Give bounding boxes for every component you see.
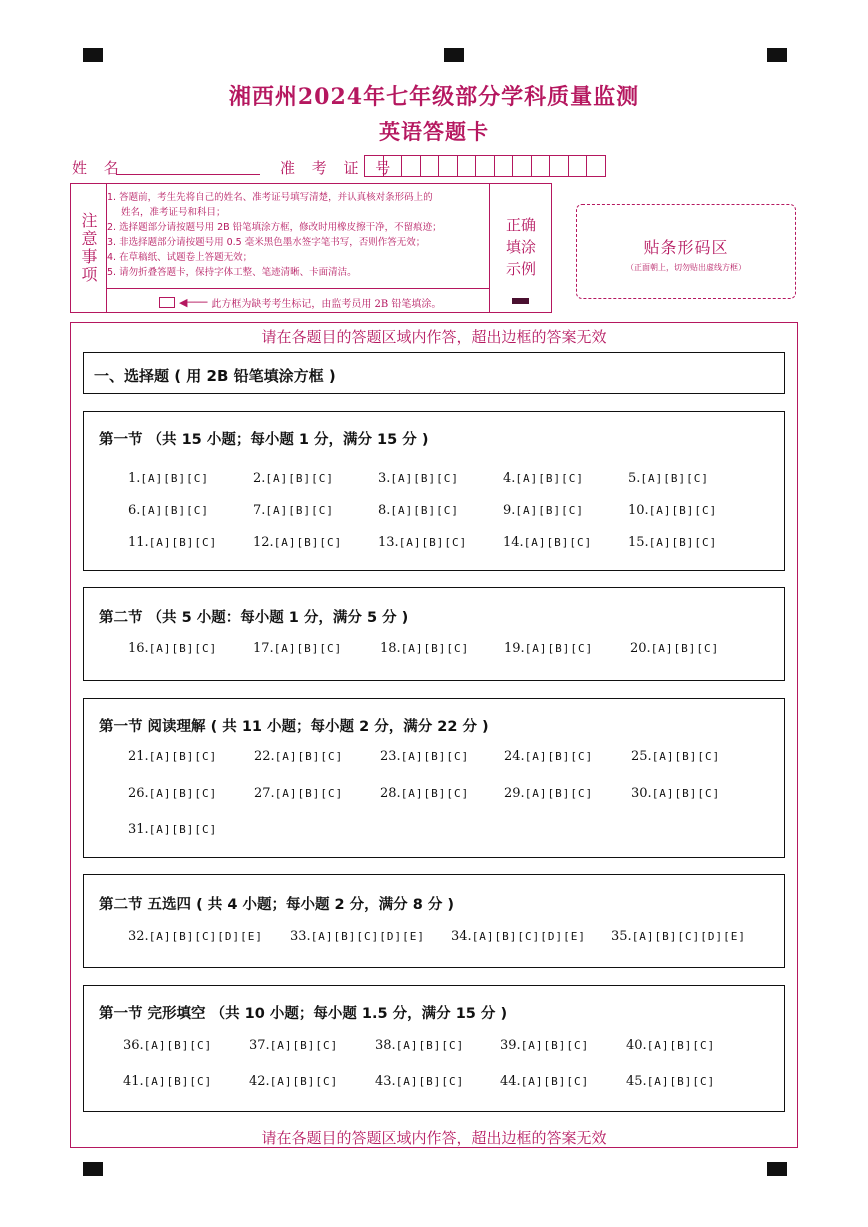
exam-id-digit-box[interactable] xyxy=(512,155,532,177)
question-number: 2. xyxy=(253,471,266,486)
question-number: 41. xyxy=(123,1074,144,1089)
question-number: 6. xyxy=(128,503,141,518)
question-number: 13. xyxy=(378,535,399,550)
question-number: 3. xyxy=(378,471,391,486)
exam-id-digit-box[interactable] xyxy=(586,155,606,177)
question-number: 42. xyxy=(249,1074,270,1089)
answer-options[interactable]: [A][B][C] xyxy=(646,1075,716,1088)
notice-line: 姓名，准考证号和科目； xyxy=(121,207,226,218)
section-title: 第二节 （共 5 小题：每小题 1 分，满分 5 分 ) xyxy=(99,610,409,626)
exam-id-digit-box[interactable] xyxy=(568,155,588,177)
answer-section xyxy=(83,587,785,681)
question-number: 20. xyxy=(630,641,651,656)
answer-options[interactable]: [A][B][C] xyxy=(640,472,710,485)
answer-section xyxy=(83,985,785,1112)
question-item[interactable] xyxy=(375,1074,464,1089)
exam-id-digit-box[interactable] xyxy=(457,155,477,177)
answer-options[interactable]: [A][B][C] xyxy=(269,1075,339,1088)
answer-options[interactable]: [A][B][C] xyxy=(390,472,460,485)
barcode-note: （正面朝上，切勿贴出虚线方框） xyxy=(626,263,746,272)
question-number: 9. xyxy=(503,503,516,518)
question-item[interactable] xyxy=(128,749,217,764)
notice-line: 3. 非选择题部分请按题号用 0.5 毫米黑色墨水签字笔书写，否则作答无效； xyxy=(107,237,426,248)
part-one-title: 一、选择题 ( 用 2B 铅笔填涂方框 ) xyxy=(94,367,336,385)
question-number: 39. xyxy=(500,1038,521,1053)
answer-options[interactable]: [A][B][C] xyxy=(390,504,460,517)
exam-id-digit-box[interactable] xyxy=(401,155,421,177)
answer-options[interactable]: [A][B][C] xyxy=(274,750,344,763)
exam-id-digit-box[interactable] xyxy=(531,155,551,177)
notice-line: 2. 选择题部分请按题号用 2B 铅笔填涂方框，修改时用橡皮擦干净，不留痕迹； xyxy=(107,222,442,233)
divider xyxy=(107,288,489,289)
exam-id-digit-box[interactable] xyxy=(494,155,514,177)
question-number: 36. xyxy=(123,1038,144,1053)
question-item[interactable] xyxy=(500,1074,589,1089)
question-number: 10. xyxy=(628,503,649,518)
answer-options[interactable]: [A][B][C][D][E] xyxy=(631,930,747,943)
answer-options[interactable]: [A][B][C][D][E] xyxy=(310,930,426,943)
filled-mark-sample xyxy=(512,298,529,304)
exam-id-digit-box[interactable] xyxy=(475,155,495,177)
answer-options[interactable]: [A][B][C] xyxy=(400,787,470,800)
answer-options[interactable]: [A][B][C] xyxy=(273,536,343,549)
question-item[interactable] xyxy=(249,1074,338,1089)
question-number: 35. xyxy=(611,929,632,944)
question-item[interactable] xyxy=(628,535,717,550)
answer-options[interactable]: [A][B][C] xyxy=(395,1075,465,1088)
answer-options[interactable]: [A][B][C] xyxy=(400,750,470,763)
question-number: 14. xyxy=(503,535,524,550)
answer-options[interactable]: [A][B][C] xyxy=(520,1039,590,1052)
section-title: 第二节 五选四 ( 共 4 小题；每小题 2 分，满分 8 分 ) xyxy=(99,897,455,913)
question-number: 26. xyxy=(128,786,149,801)
question-item[interactable] xyxy=(253,535,342,550)
notice-text xyxy=(107,190,487,280)
absent-flag xyxy=(159,295,441,310)
answer-options[interactable]: [A][B][C] xyxy=(148,642,218,655)
question-number: 5. xyxy=(628,471,641,486)
question-item[interactable] xyxy=(504,641,593,656)
question-item[interactable] xyxy=(504,786,593,801)
barcode-area xyxy=(576,204,796,299)
question-number: 18. xyxy=(380,641,401,656)
question-item[interactable] xyxy=(249,1038,338,1053)
question-number: 12. xyxy=(253,535,274,550)
question-number: 30. xyxy=(631,786,652,801)
question-number: 33. xyxy=(290,929,311,944)
answer-options[interactable]: [A][B][C] xyxy=(148,750,218,763)
answer-section xyxy=(83,698,785,858)
question-number: 8. xyxy=(378,503,391,518)
registration-mark xyxy=(767,1162,787,1176)
question-number: 16. xyxy=(128,641,149,656)
exam-id-boxes[interactable] xyxy=(365,155,606,177)
question-number: 34. xyxy=(451,929,472,944)
answer-options[interactable]: [A][B][C] xyxy=(265,504,335,517)
answer-warning-bottom: 请在各题目的答题区域内作答，超出边框的答案无效 xyxy=(261,1129,607,1147)
absent-flag-text: 此方框为缺考考生标记，由监考员用 2B 铅笔填涂。 xyxy=(211,299,442,310)
question-item[interactable] xyxy=(375,1038,464,1053)
question-item[interactable] xyxy=(500,1038,589,1053)
page-subtitle: 英语答题卡 xyxy=(379,119,489,144)
name-label: 姓 名 xyxy=(72,159,125,177)
question-number: 32. xyxy=(128,929,149,944)
answer-options[interactable]: [A][B][C] xyxy=(398,536,468,549)
arrow-left-icon: ◀─── xyxy=(179,296,208,309)
answer-options[interactable]: [A][B][C] xyxy=(395,1039,465,1052)
exam-id-digit-box[interactable] xyxy=(364,155,384,177)
question-item[interactable] xyxy=(128,471,209,486)
question-number: 44. xyxy=(500,1074,521,1089)
question-number: 29. xyxy=(504,786,525,801)
answer-options[interactable]: [A][B][C] xyxy=(651,750,721,763)
question-item[interactable] xyxy=(503,503,584,518)
question-number: 19. xyxy=(504,641,525,656)
answer-options[interactable]: [A][B][C] xyxy=(648,536,718,549)
question-item[interactable] xyxy=(128,503,209,518)
question-number: 4. xyxy=(503,471,516,486)
notice-line: 5. 请勿折叠答题卡，保持字体工整、笔迹清晰、卡面清洁。 xyxy=(107,267,357,278)
registration-mark xyxy=(444,48,464,62)
answer-options[interactable]: [A][B][C] xyxy=(515,472,585,485)
question-item[interactable] xyxy=(503,471,584,486)
registration-mark xyxy=(83,48,103,62)
exam-id-digit-box[interactable] xyxy=(438,155,458,177)
section-title: 第一节 阅读理解 ( 共 11 小题；每小题 2 分，满分 22 分 ) xyxy=(99,719,489,735)
notice-box xyxy=(70,183,552,313)
question-item[interactable] xyxy=(380,641,469,656)
answer-options[interactable]: [A][B][C] xyxy=(148,787,218,800)
section-title: 第一节 完形填空 （共 10 小题；每小题 1.5 分，满分 15 分 ) xyxy=(99,1006,508,1022)
question-item[interactable] xyxy=(253,641,342,656)
question-number: 23. xyxy=(380,749,401,764)
question-number: 38. xyxy=(375,1038,396,1053)
question-item[interactable] xyxy=(504,749,593,764)
exam-id-label: 准 考 证 号 xyxy=(280,159,397,177)
fill-example xyxy=(489,184,552,312)
question-number: 11. xyxy=(128,535,149,550)
answer-section xyxy=(83,411,785,571)
question-number: 28. xyxy=(380,786,401,801)
question-item[interactable] xyxy=(628,471,709,486)
answer-options[interactable]: [A][B][C] xyxy=(515,504,585,517)
answer-options[interactable]: [A][B][C] xyxy=(143,1039,213,1052)
answer-options[interactable]: [A][B][C] xyxy=(143,1075,213,1088)
question-number: 1. xyxy=(128,471,141,486)
question-item[interactable] xyxy=(378,503,459,518)
answer-options[interactable]: [A][B][C][D][E] xyxy=(471,930,587,943)
exam-id-digit-box[interactable] xyxy=(420,155,440,177)
absent-checkbox[interactable] xyxy=(159,297,175,308)
answer-options[interactable]: [A][B][C] xyxy=(650,642,720,655)
answer-options[interactable]: [A][B][C] xyxy=(265,472,335,485)
question-number: 25. xyxy=(631,749,652,764)
answer-options[interactable]: [A][B][C] xyxy=(273,642,343,655)
question-number: 37. xyxy=(249,1038,270,1053)
question-number: 24. xyxy=(504,749,525,764)
question-item[interactable] xyxy=(128,641,217,656)
question-item[interactable] xyxy=(611,929,746,944)
question-item[interactable] xyxy=(128,929,263,944)
question-item[interactable] xyxy=(123,1038,212,1053)
question-number: 31. xyxy=(128,822,149,837)
question-item[interactable] xyxy=(631,749,720,764)
barcode-title: 贴条形码区 xyxy=(643,238,729,257)
question-item[interactable] xyxy=(380,786,469,801)
answer-options[interactable]: [A][B][C][D][E] xyxy=(148,930,264,943)
exam-id-digit-box[interactable] xyxy=(549,155,569,177)
answer-section xyxy=(83,874,785,968)
question-item[interactable] xyxy=(378,471,459,486)
part-one-header xyxy=(83,352,785,394)
question-item[interactable] xyxy=(378,535,467,550)
question-item[interactable] xyxy=(253,503,334,518)
registration-mark xyxy=(83,1162,103,1176)
exam-id-digit-box[interactable] xyxy=(383,155,403,177)
answer-options[interactable]: [A][B][C] xyxy=(520,1075,590,1088)
question-number: 45. xyxy=(626,1074,647,1089)
question-item[interactable] xyxy=(451,929,586,944)
question-number: 15. xyxy=(628,535,649,550)
question-item[interactable] xyxy=(128,786,217,801)
question-item[interactable] xyxy=(630,641,719,656)
question-item[interactable] xyxy=(631,786,720,801)
registration-mark xyxy=(767,48,787,62)
answer-options[interactable]: [A][B][C] xyxy=(400,642,470,655)
question-number: 27. xyxy=(254,786,275,801)
answer-options[interactable]: [A][B][C] xyxy=(148,823,218,836)
question-item[interactable] xyxy=(254,786,343,801)
answer-options[interactable]: [A][B][C] xyxy=(269,1039,339,1052)
section-title: 第一节 （共 15 小题；每小题 1 分，满分 15 分 ) xyxy=(99,432,429,448)
answer-options[interactable]: [A][B][C] xyxy=(523,536,593,549)
question-item[interactable] xyxy=(128,535,217,550)
answer-options[interactable]: [A][B][C] xyxy=(140,472,210,485)
answer-warning-top: 请在各题目的答题区域内作答，超出边框的答案无效 xyxy=(261,328,607,346)
question-item[interactable] xyxy=(626,1074,715,1089)
answer-options[interactable]: [A][B][C] xyxy=(524,642,594,655)
question-number: 7. xyxy=(253,503,266,518)
answer-options[interactable]: [A][B][C] xyxy=(274,787,344,800)
answer-options[interactable]: [A][B][C] xyxy=(148,536,218,549)
question-number: 22. xyxy=(254,749,275,764)
question-number: 43. xyxy=(375,1074,396,1089)
name-field[interactable] xyxy=(116,174,260,175)
answer-options[interactable]: [A][B][C] xyxy=(140,504,210,517)
notice-line: 1. 答题前，考生先将自己的姓名、准考证号填写清楚，并认真核对条形码上的 xyxy=(107,192,433,203)
question-number: 21. xyxy=(128,749,149,764)
question-item[interactable] xyxy=(628,503,717,518)
question-item[interactable] xyxy=(128,822,217,837)
question-item[interactable] xyxy=(503,535,592,550)
answer-options[interactable]: [A][B][C] xyxy=(646,1039,716,1052)
answer-options[interactable]: [A][B][C] xyxy=(651,787,721,800)
question-number: 40. xyxy=(626,1038,647,1053)
question-item[interactable] xyxy=(380,749,469,764)
question-item[interactable] xyxy=(253,471,334,486)
question-item[interactable] xyxy=(123,1074,212,1089)
answer-options[interactable]: [A][B][C] xyxy=(524,750,594,763)
question-number: 17. xyxy=(253,641,274,656)
question-item[interactable] xyxy=(290,929,425,944)
question-item[interactable] xyxy=(626,1038,715,1053)
fill-example-label: 正确 填涂 示例 xyxy=(505,216,536,278)
notice-line: 4. 在草稿纸、试题卷上答题无效； xyxy=(107,252,253,263)
question-item[interactable] xyxy=(254,749,343,764)
answer-options[interactable]: [A][B][C] xyxy=(648,504,718,517)
notice-heading: 注意事项 xyxy=(71,184,107,312)
page-title: 湘西州2024年七年级部分学科质量监测 xyxy=(228,84,640,110)
answer-options[interactable]: [A][B][C] xyxy=(524,787,594,800)
